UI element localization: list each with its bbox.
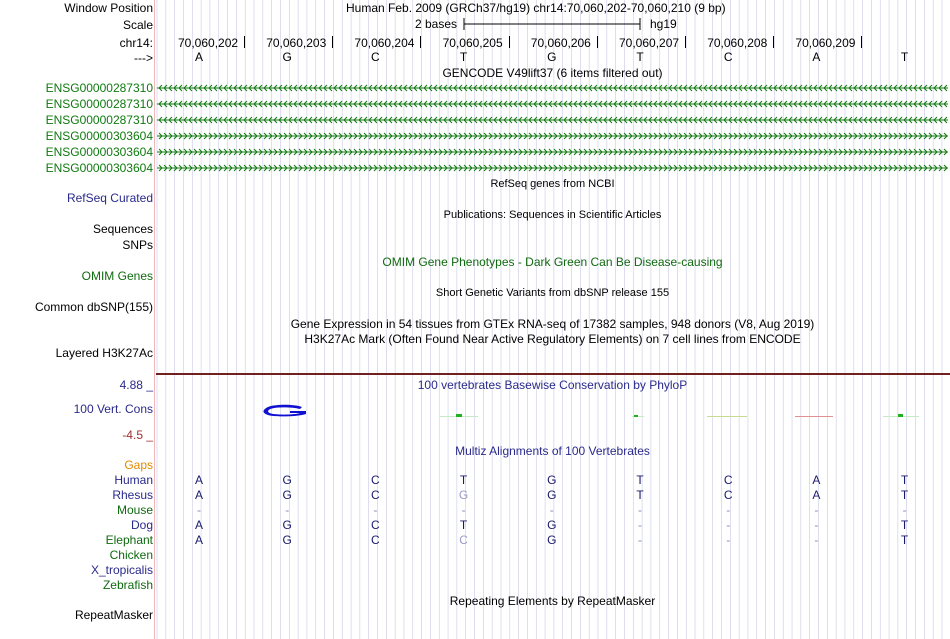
- aligned-base: A: [194, 473, 203, 487]
- position-tick: [597, 36, 598, 48]
- aligned-base: -: [638, 533, 642, 547]
- reference-base: C: [723, 50, 733, 64]
- species-label[interactable]: Zebrafish: [102, 578, 153, 592]
- gtex-track-title: Gene Expression in 54 tissues from GTEx RNA-seq of 17382 samples, 948 donors (V8, Aug 2019): [290, 317, 815, 331]
- repeatmasker-label[interactable]: RepeatMasker: [74, 608, 153, 622]
- aligned-base: C: [723, 488, 733, 502]
- gene-label[interactable]: ENSG00000303604: [45, 161, 153, 175]
- position-tick: [332, 36, 333, 48]
- gaps-label[interactable]: Gaps: [124, 458, 153, 472]
- position-tick: [509, 36, 510, 48]
- conservation-min-value: -4.5 _: [122, 428, 153, 442]
- aligned-base: T: [900, 533, 909, 547]
- refseq-track-title: RefSeq genes from NCBI: [490, 178, 615, 190]
- gene-label[interactable]: ENSG00000303604: [45, 145, 153, 159]
- strand-label: --->: [134, 51, 153, 65]
- aligned-base: -: [726, 503, 731, 517]
- position-tick-label: 70,060,208: [707, 36, 768, 50]
- position-tick-label: 70,060,207: [619, 36, 680, 50]
- conservation-score-bar: [795, 416, 833, 417]
- species-label[interactable]: Rhesus: [112, 488, 153, 502]
- gene-strand-bar[interactable]: [157, 116, 948, 124]
- aligned-base: A: [194, 533, 203, 547]
- aligned-base: G: [547, 533, 557, 547]
- gencode-track-title: GENCODE V49lift37 (6 items filtered out): [442, 66, 663, 80]
- reference-base: G: [547, 50, 557, 64]
- aligned-base: -: [902, 503, 907, 517]
- aligned-base: -: [197, 503, 201, 517]
- position-tick-label: 70,060,204: [354, 36, 415, 50]
- aligned-base: -: [285, 503, 290, 517]
- position-tick-label: 70,060,205: [442, 36, 503, 50]
- omim-track-title: OMIM Gene Phenotypes - Dark Green Can Be Disease-causing: [382, 255, 723, 269]
- conservation-bars: [0, 410, 950, 422]
- gene-label[interactable]: ENSG00000287310: [45, 81, 153, 95]
- assembly-position-text: Human Feb. 2009 (GRCh37/hg19) chr14:70,060,202-70,060,210 (9 bp): [346, 1, 726, 15]
- aligned-base: A: [194, 518, 203, 532]
- snps-label[interactable]: SNPs: [122, 238, 153, 252]
- aligned-base: G: [458, 488, 469, 502]
- species-label[interactable]: Mouse: [116, 503, 153, 517]
- position-tick-label: 70,060,206: [530, 36, 591, 50]
- aligned-base: G: [547, 488, 557, 502]
- gene-label[interactable]: ENSG00000303604: [45, 129, 153, 143]
- omim-genes-label[interactable]: OMIM Genes: [81, 269, 153, 283]
- aligned-base: T: [459, 518, 468, 532]
- chrom-label: chr14:: [119, 36, 153, 50]
- conservation-top-divider: [156, 373, 950, 375]
- aligned-base: A: [812, 488, 821, 502]
- conservation-score-bar: [707, 416, 747, 417]
- aligned-base: T: [636, 488, 644, 502]
- reference-base: C: [371, 50, 380, 64]
- conservation-track-title: 100 vertebrates Basewise Conservation by PhyloP: [417, 378, 688, 392]
- layered-h3k27ac-label[interactable]: Layered H3K27Ac: [55, 346, 153, 360]
- reference-base: A: [194, 50, 203, 64]
- aligned-base: -: [726, 533, 731, 547]
- dbsnp-track-title: Short Genetic Variants from dbSNP release 155: [435, 287, 670, 299]
- conservation-score-bar: [634, 415, 638, 417]
- conservation-score-bar: [456, 414, 462, 417]
- gene-strand-bar[interactable]: [157, 84, 948, 92]
- position-tick-label: 70,060,203: [266, 36, 327, 50]
- vert-cons-label[interactable]: 100 Vert. Cons: [73, 402, 153, 416]
- species-label[interactable]: Dog: [130, 518, 153, 532]
- position-tick: [685, 36, 686, 48]
- species-label[interactable]: Chicken: [109, 548, 153, 562]
- aligned-base: G: [547, 473, 557, 487]
- aligned-base: -: [373, 503, 378, 517]
- position-tick: [773, 36, 774, 48]
- aligned-base: T: [459, 473, 468, 487]
- gene-strand-bar[interactable]: [157, 132, 948, 140]
- aligned-base: C: [371, 488, 380, 502]
- conservation-max-value: 4.88 _: [119, 378, 153, 392]
- refseq-curated-label[interactable]: RefSeq Curated: [66, 191, 153, 205]
- aligned-base: T: [636, 473, 644, 487]
- aligned-base: C: [459, 533, 468, 547]
- reference-base: T: [900, 50, 909, 64]
- position-tick: [244, 36, 245, 48]
- aligned-base: G: [547, 518, 557, 532]
- aligned-base: G: [282, 533, 292, 547]
- position-tick-label: 70,060,209: [795, 36, 856, 50]
- aligned-base: -: [638, 503, 642, 517]
- species-label[interactable]: Elephant: [105, 533, 153, 547]
- aligned-base: C: [371, 533, 380, 547]
- aligned-base: C: [371, 473, 380, 487]
- scale-label: Scale: [122, 18, 153, 32]
- aligned-base: -: [726, 518, 731, 532]
- common-dbsnp-label[interactable]: Common dbSNP(155): [34, 300, 153, 314]
- species-label[interactable]: Human: [114, 473, 153, 487]
- aligned-base: -: [549, 503, 554, 517]
- aligned-base: C: [723, 473, 733, 487]
- aligned-base: -: [814, 503, 819, 517]
- multiz-track-title: Multiz Alignments of 100 Vertebrates: [455, 444, 650, 458]
- position-tick-label: 70,060,202: [178, 36, 239, 50]
- aligned-base: -: [638, 518, 642, 532]
- aligned-base: -: [461, 503, 466, 517]
- aligned-base: G: [282, 488, 292, 502]
- aligned-base: G: [282, 518, 292, 532]
- sequences-label[interactable]: Sequences: [92, 222, 153, 236]
- h3k27ac-track-title: H3K27Ac Mark (Often Found Near Active Regulatory Elements) on 7 cell lines from ENCODE: [304, 332, 801, 346]
- aligned-base: G: [282, 473, 292, 487]
- aligned-base: -: [814, 518, 819, 532]
- scale-db-text: hg19: [650, 17, 677, 31]
- aligned-base: A: [194, 488, 203, 502]
- gene-strand-bar[interactable]: [157, 100, 948, 108]
- repeatmasker-track-title: Repeating Elements by RepeatMasker: [449, 594, 656, 608]
- reference-base: T: [636, 50, 644, 64]
- aligned-base: T: [900, 488, 909, 502]
- scale-bar-text: 2 bases: [415, 17, 458, 31]
- aligned-base: -: [814, 533, 819, 547]
- aligned-base: A: [812, 473, 821, 487]
- aligned-base: C: [371, 518, 380, 532]
- reference-base: G: [282, 50, 292, 64]
- reference-base: A: [812, 50, 821, 64]
- gene-label[interactable]: ENSG00000287310: [45, 113, 153, 127]
- gene-strand-bar[interactable]: [157, 148, 948, 156]
- gene-strand-bar[interactable]: [157, 164, 948, 172]
- conservation-score-bar: [898, 414, 903, 417]
- reference-base: T: [459, 50, 468, 64]
- species-label[interactable]: X_tropicalis: [90, 563, 153, 577]
- scale-bar: [463, 16, 643, 32]
- gene-label[interactable]: ENSG00000287310: [45, 97, 153, 111]
- window-position-label: Window Position: [64, 1, 153, 15]
- position-tick: [861, 36, 862, 48]
- aligned-base: T: [900, 473, 909, 487]
- position-tick: [420, 36, 421, 48]
- publications-track-title: Publications: Sequences in Scientific Articles: [443, 209, 662, 221]
- aligned-base: T: [900, 518, 909, 532]
